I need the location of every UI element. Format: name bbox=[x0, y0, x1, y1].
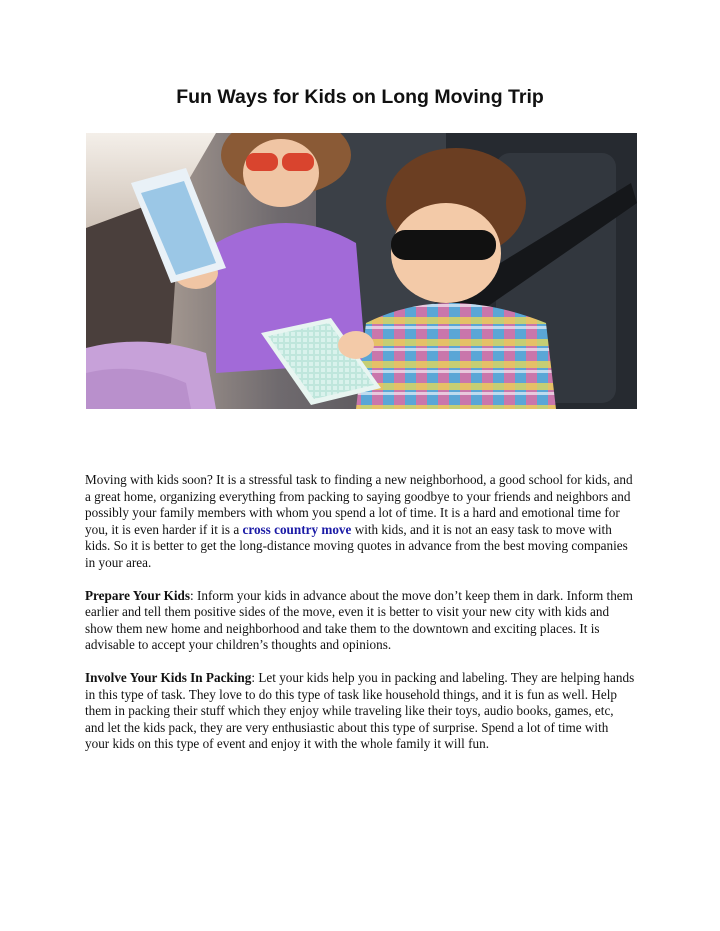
section-text: : Let your kids help you in packing and labeling. They are helping hands in this type of task. They love to do this type of task like household things, and it is fun as well. Help them in packing their stuff which they enjoy while traveling like their toys, audio books, games, etc, and let the kids pack, they are very enthusiastic about this type of surprise. Spend a lot of time with your kids on this type of event and enjoy it with the whole family it will fun. bbox=[85, 670, 635, 751]
intro-text-before: Moving with kids soon? It is a stressful task to finding a new neighborhood, a good school for kids, and a great home, organizing everything from packing to saying goodbye to your friends and neighbors and possibly your family members with whom you spend a lot of time. It is a hard and emotional time for you, it is even harder if it is a bbox=[85, 472, 633, 537]
section-prepare-kids bbox=[85, 588, 635, 654]
section-heading: Involve Your Kids In Packing bbox=[85, 670, 252, 685]
kids-in-car-photo bbox=[86, 133, 637, 409]
article-body bbox=[85, 472, 635, 769]
section-involve-kids bbox=[85, 670, 635, 753]
page-title: Fun Ways for Kids on Long Moving Trip bbox=[176, 86, 544, 108]
intro-paragraph bbox=[85, 472, 635, 571]
cross-country-move-link[interactable]: cross country move bbox=[242, 521, 352, 537]
intro-text-after: with kids, and it is not an easy task to move with kids. So it is better to get the long-distance moving quotes in advance from the best moving companies in your area. bbox=[85, 521, 628, 570]
section-heading: Prepare Your Kids bbox=[85, 587, 191, 603]
section-text: : Inform your kids in advance about the move don’t keep them in dark. Inform them earlier and tell them positive sides of the move, even it is better to visit your new city with kids and show them new home and neighborhood and take them to the downtown and exciting places. It is advisable to accept your children’s thoughts and opinions. bbox=[85, 587, 633, 652]
